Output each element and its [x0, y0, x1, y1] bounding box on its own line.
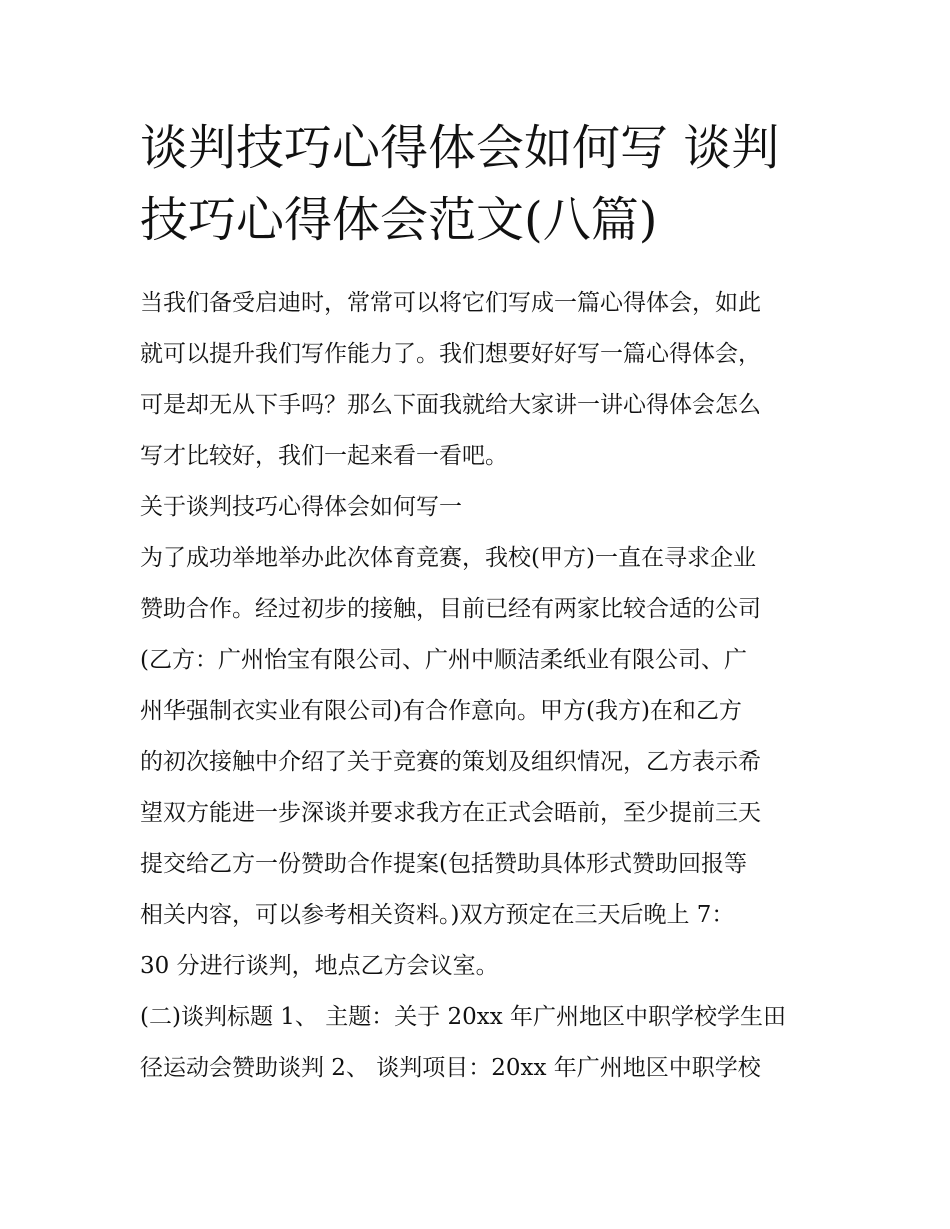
title-line-2: 技巧心得体会范文(八篇) [140, 192, 658, 248]
body-line: 望双方能进一步深谈并要求我方在正式会晤前，至少提前三天 [140, 800, 761, 826]
body-line: 当我们备受启迪时，常常可以将它们写成一篇心得体会，如此 [140, 290, 761, 316]
body-line: 30 分进行谈判，地点乙方会议室。 [140, 953, 499, 979]
body-line: 的初次接触中介绍了关于竞赛的策划及组织情况，乙方表示希 [140, 749, 761, 775]
body-line: 提交给乙方一份赞助合作提案(包括赞助具体形式赞助回报等 [140, 851, 747, 877]
body-line: 写才比较好，我们一起来看一看吧。 [140, 443, 508, 469]
body-line: 赞助合作。经过初步的接触，目前已经有两家比较合适的公司 [140, 596, 761, 622]
body-line: (乙方：广州怡宝有限公司、广州中顺洁柔纸业有限公司、广 [140, 647, 747, 673]
document-body [140, 278, 820, 1094]
body-line: 可是却无从下手吗？那么下面我就给大家讲一讲心得体会怎么 [140, 392, 761, 418]
section-heading: 关于谈判技巧心得体会如何写一 [140, 494, 462, 520]
body-line: 径运动会赞助谈判 2、 谈判项目：20xx 年广州地区中职学校 [140, 1055, 761, 1081]
body-line: 为了成功举地举办此次体育竞赛，我校(甲方)一直在寻求企业 [140, 545, 756, 571]
body-line: 相关内容，可以参考相关资料。)双方预定在三天后晚上 7： [140, 902, 735, 928]
body-line: (二)谈判标题 1、 主题：关于 20xx 年广州地区中职学校学生田 [140, 1004, 787, 1030]
body-line: 州华强制衣实业有限公司)有合作意向。甲方(我方)在和乙方 [140, 698, 742, 724]
title-line-1: 谈判技巧心得体会如何写 谈判 [140, 120, 780, 176]
body-line: 就可以提升我们写作能力了。我们想要好好写一篇心得体会， [140, 341, 761, 367]
document-title [140, 112, 820, 256]
